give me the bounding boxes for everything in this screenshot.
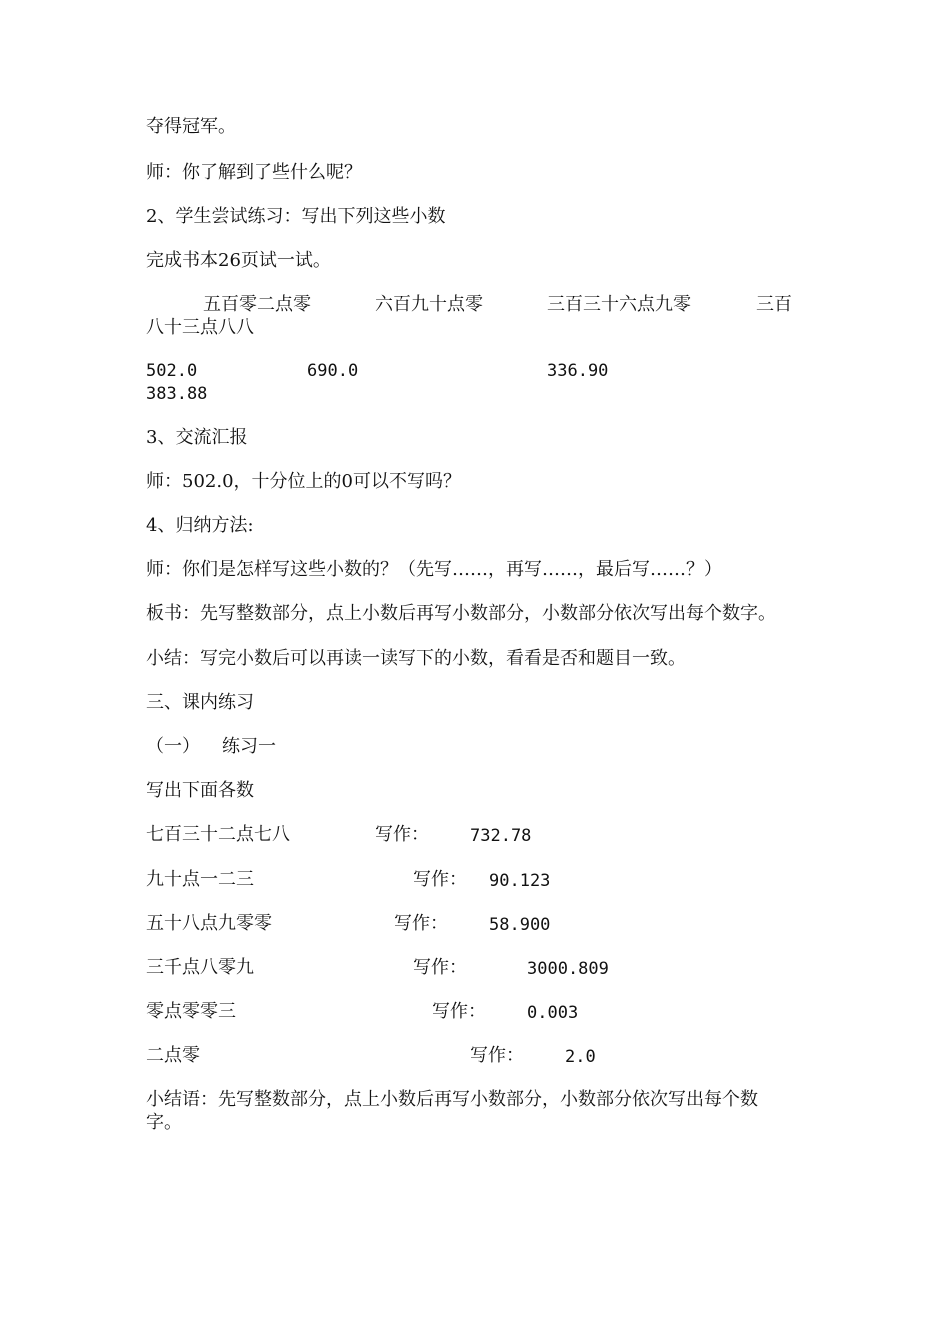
exercise-answer: 2.0 <box>565 1047 596 1067</box>
exercise-word: 五十八点九零零 <box>146 913 272 934</box>
subsection-number: （一） <box>146 736 200 757</box>
summary-line: 小结语：先写整数部分，点上小数后再写小数部分，小数部分依次写出每个数 <box>146 1089 758 1110</box>
decimal-answer: 690.0 <box>307 361 359 381</box>
text-line: 师：502.0，十分位上的0可以不写吗？ <box>146 471 461 492</box>
exercise-label: 写作： <box>413 957 467 978</box>
decimal-answer: 383.88 <box>146 384 208 404</box>
exercise-answer: 0.003 <box>527 1003 579 1023</box>
text-line: 师：你了解到了些什么呢？ <box>146 162 362 183</box>
exercise-label: 写作： <box>394 913 448 934</box>
subsection-title: 练习一 <box>222 736 276 757</box>
word-number: 六百九十点零 <box>375 294 483 315</box>
word-number: 五百零二点零 <box>203 294 311 315</box>
exercise-label: 写作： <box>432 1001 486 1022</box>
exercise-answer: 90.123 <box>489 871 551 891</box>
exercise-answer: 732.78 <box>470 826 532 846</box>
exercise-word: 零点零零三 <box>146 1001 236 1022</box>
word-number: 八十三点八八 <box>146 317 254 338</box>
section-heading: 三、课内练习 <box>146 692 254 713</box>
exercise-word: 九十点一二三 <box>146 869 254 890</box>
text-line: 夺得冠军。 <box>146 116 236 137</box>
text-line: 小结：写完小数后可以再读一读写下的小数，看看是否和题目一致。 <box>146 648 686 669</box>
text-line: 2、学生尝试练习：写出下列这些小数 <box>146 206 446 227</box>
exercise-label: 写作： <box>470 1045 524 1066</box>
exercise-word: 二点零 <box>146 1045 200 1066</box>
exercise-label: 写作： <box>413 869 467 890</box>
text-line: 4、归纳方法: <box>146 515 254 536</box>
text-line: 完成书本26页试一试。 <box>146 250 331 271</box>
exercise-answer: 3000.809 <box>527 959 609 979</box>
exercise-word: 三千点八零九 <box>146 957 254 978</box>
summary-line: 字。 <box>146 1112 182 1133</box>
text-line: 3、交流汇报 <box>146 427 248 448</box>
exercise-answer: 58.900 <box>489 915 551 935</box>
exercise-word: 七百三十二点七八 <box>146 824 290 845</box>
text-line: 板书：先写整数部分，点上小数后再写小数部分，小数部分依次写出每个数字。 <box>146 603 776 624</box>
text-line: 写出下面各数 <box>146 780 254 801</box>
decimal-answer: 336.90 <box>547 361 609 381</box>
word-number: 三百 <box>756 294 792 315</box>
word-number: 三百三十六点九零 <box>547 294 691 315</box>
decimal-answer: 502.0 <box>146 361 198 381</box>
exercise-label: 写作： <box>375 824 429 845</box>
text-line: 师：你们是怎样写这些小数的？（先写……，再写……，最后写……？） <box>146 559 722 580</box>
